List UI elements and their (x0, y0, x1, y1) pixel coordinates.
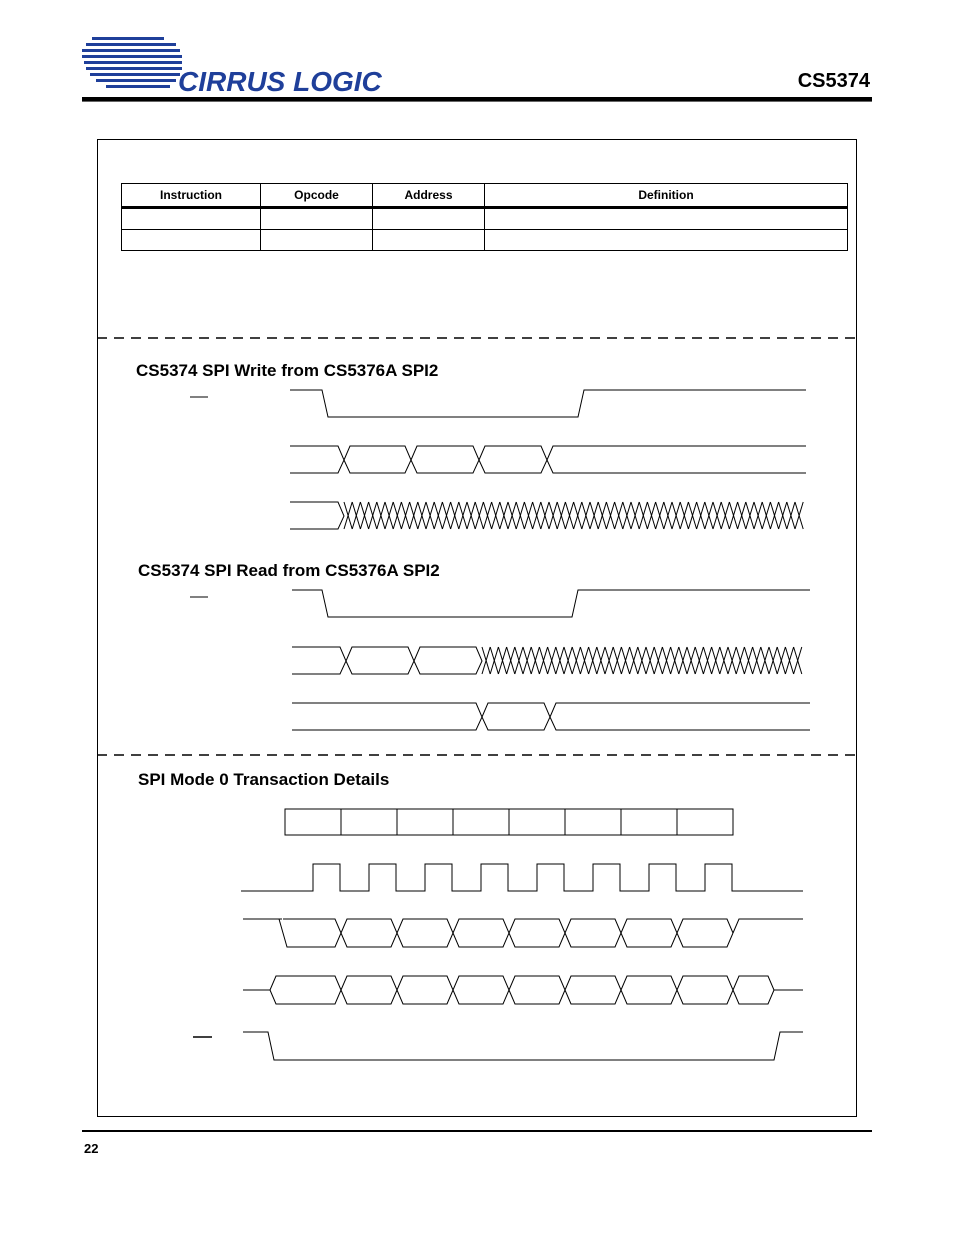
mode0-bit-frame (285, 809, 733, 835)
page-number: 22 (84, 1141, 99, 1156)
footer-rule (82, 1130, 872, 1132)
mode0-sclk-waveform (241, 864, 803, 891)
undefined-data-hatch (344, 502, 803, 529)
mode0-cs-waveform (243, 1032, 803, 1060)
column-header: Address (373, 184, 485, 208)
write-mosi-bus (290, 446, 806, 473)
mode0-miso-bus (243, 976, 803, 1004)
read-section-title: CS5374 SPI Read from CS5376A SPI2 (138, 561, 440, 580)
write-cs-waveform (290, 390, 806, 417)
column-header: Instruction (122, 184, 261, 208)
mode0-mosi-bus (243, 919, 803, 947)
mode0-section-title: SPI Mode 0 Transaction Details (138, 770, 390, 789)
read-mosi-bus (292, 647, 802, 674)
undefined-data-hatch (482, 647, 802, 674)
column-header: Definition (485, 184, 848, 208)
read-miso-bus (292, 703, 810, 730)
column-header: Opcode (261, 184, 373, 208)
part-number: CS5374 (797, 70, 870, 92)
write-section-title: CS5374 SPI Write from CS5376A SPI2 (136, 361, 439, 380)
read-cs-waveform (292, 590, 810, 617)
logo-wordmark: CIRRUS LOGIC (178, 66, 382, 97)
write-miso-bus (290, 502, 803, 529)
